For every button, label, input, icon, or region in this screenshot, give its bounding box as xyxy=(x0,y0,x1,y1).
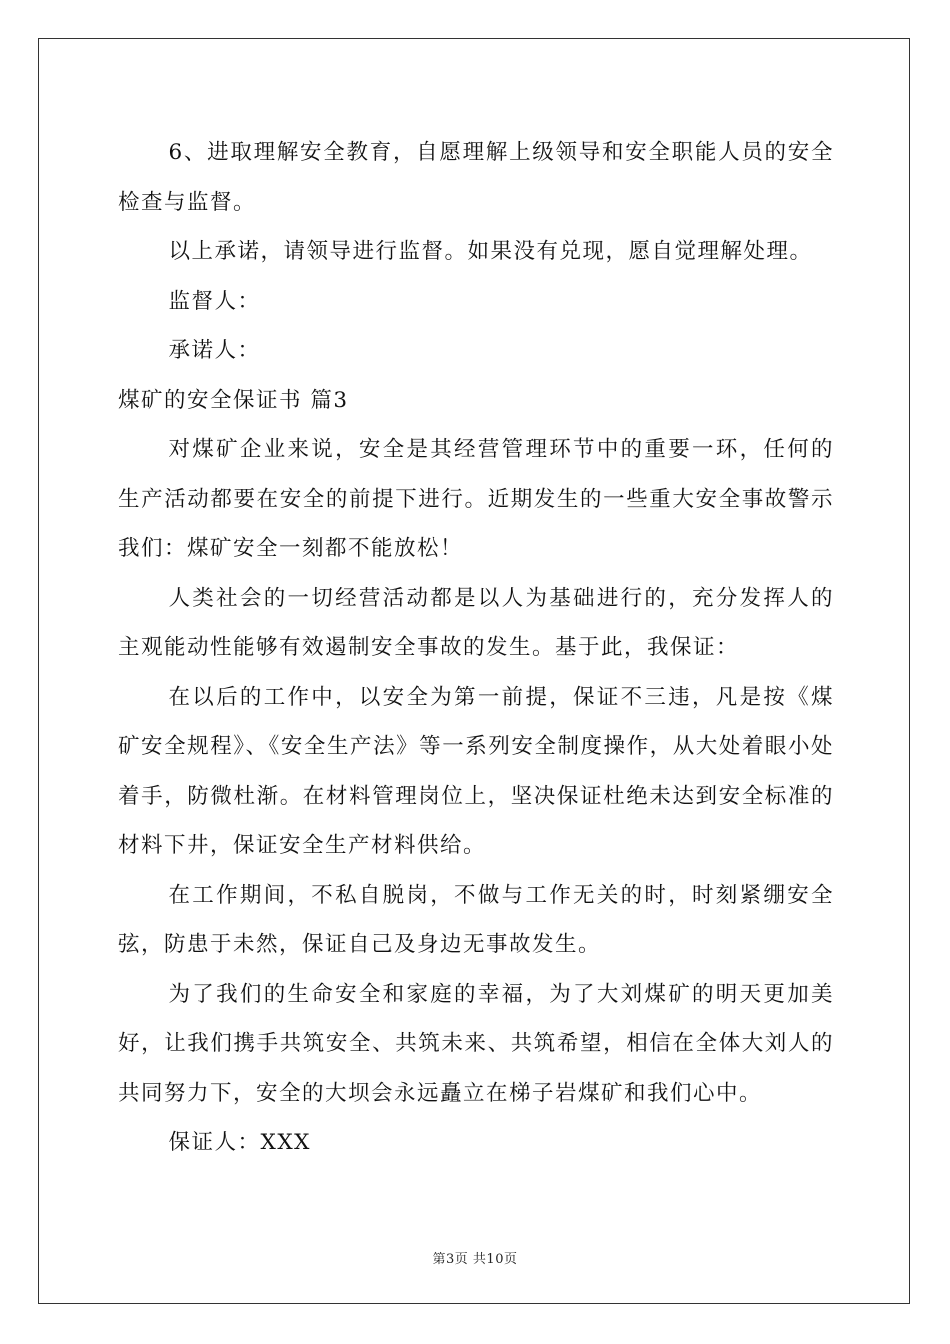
paragraph-duty-pledge: 在工作期间，不私自脱岗，不做与工作无关的时，时刻紧绷安全弦，防患于未然，保证自己及身边无事故发生。 xyxy=(118,882,834,957)
promisor-signature-line: 承诺人： xyxy=(168,338,261,363)
paragraph-commitment-6: 6、进取理解安全教育，自愿理解上级领导和安全职能人员的安全检查与监督。 xyxy=(118,140,834,215)
document-body xyxy=(118,128,834,1168)
paragraph-work-pledge: 在以后的工作中，以安全为第一前提，保证不三违，凡是按《煤矿安全规程》、《安全生产法》等一系列安全制度操作，从大处着眼小处着手，防微杜渐。在材料管理岗位上，坚决保证杜绝未达到安全标准的材料下井，保证安全生产材料供给。 xyxy=(118,684,834,858)
page-number: 第3页 共10页 xyxy=(432,1252,518,1267)
guarantor-signature-line: 保证人：XXX xyxy=(168,1130,311,1155)
supervisor-signature-line: 监督人： xyxy=(168,288,261,314)
paragraph-closing: 为了我们的生命安全和家庭的幸福，为了大刘煤矿的明天更加美好，让我们携手共筑安全、共筑未来、共筑希望，相信在全体大刘人的共同努力下，安全的大坝会永远矗立在梯子岩煤矿和我们心中。 xyxy=(118,981,834,1106)
paragraph-intro: 对煤矿企业来说，安全是其经营管理环节中的重要一环，任何的生产活动都要在安全的前提下进行。近期发生的一些重大安全事故警示我们：煤矿安全一刻都不能放松！ xyxy=(118,437,834,561)
paragraph-commitment-closing: 以上承诺，请领导进行监督。如果没有兑现，愿自觉理解处理。 xyxy=(168,239,813,264)
section-heading: 煤矿的安全保证书 篇3 xyxy=(118,387,349,413)
paragraph-basis: 人类社会的一切经营活动都是以人为基础进行的，充分发挥人的主观能动性能够有效遏制安全事故的发生。基于此，我保证： xyxy=(118,585,834,660)
